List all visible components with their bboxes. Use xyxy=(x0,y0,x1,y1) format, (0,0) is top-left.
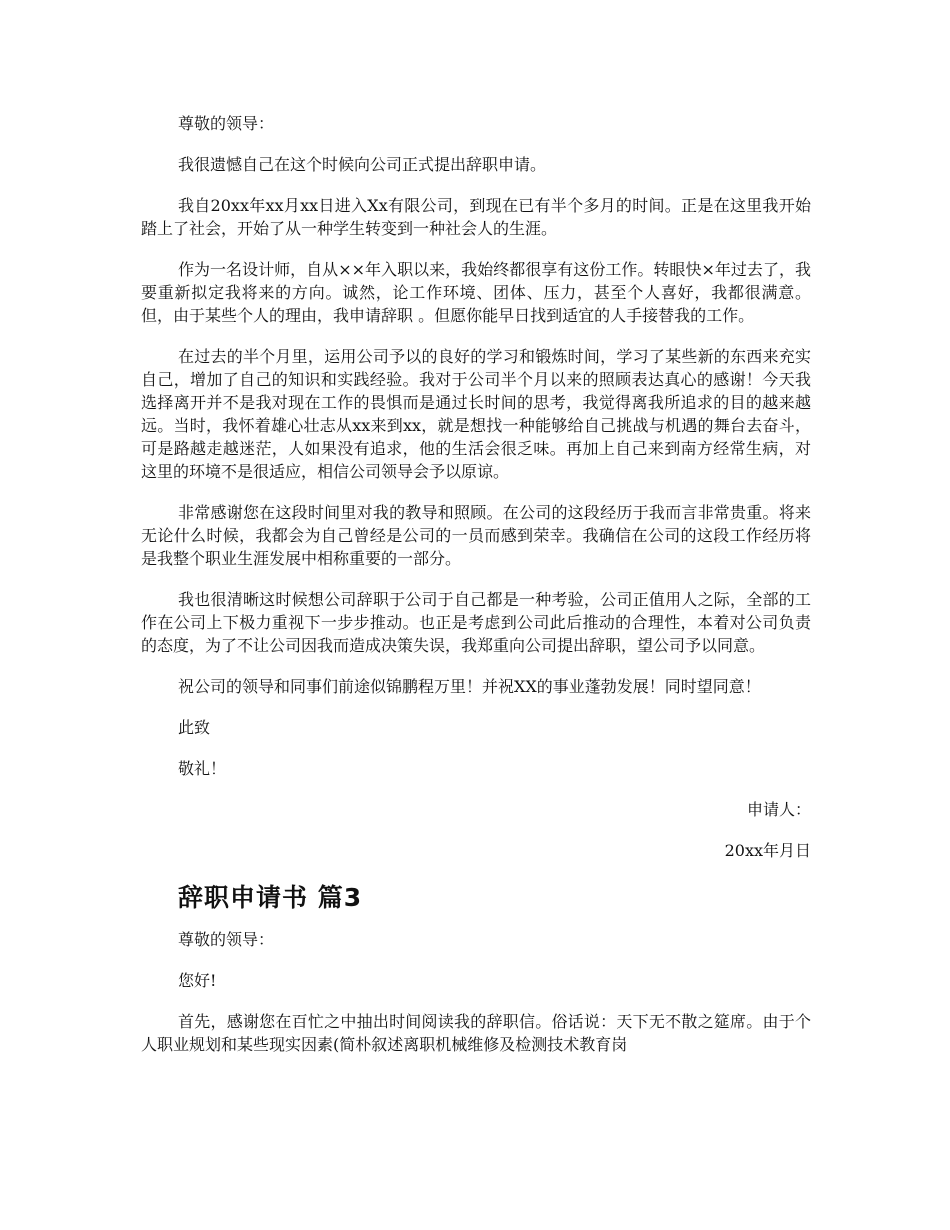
paragraph: 作为一名设计师，自从××年入职以来，我始终都很享有这份工作。转眼快×年过去了，我要重新拟定我将来的方向。诚然，论工作环境、团体、压力，甚至个人喜好，我都很满意。但，由于某些个人的理由，我申请辞职 。但愿你能早日找到适宜的人手接替我的工作。 xyxy=(141,260,811,325)
paragraph: 在过去的半个月里，运用公司予以的良好的学习和锻炼时间，学习了某些新的东西来充实自己，增加了自己的知识和实践经验。我对于公司半个月以来的照顾表达真心的感谢！今天我选择离开并不是我对现在工作的畏惧而是通过长时间的思考，我觉得离我所追求的目的越来越远。当时，我怀着雄心壮志从xx来到xx，就是想找一种能够给自己挑战与机遇的舞台去奋斗，可是路越走越迷茫，人如果没有追求，他的生活会很乏味。再加上自己来到南方经常生病，对这里的环境不是很适应，相信公司领导会予以原谅。 xyxy=(141,347,811,481)
salutation: 尊敬的领导： xyxy=(178,930,275,949)
closing-line: 此致 xyxy=(178,718,211,737)
paragraph: 我自20xx年xx月xx日进入Xx有限公司，到现在已有半个多月的时间。正是在这里我开始踏上了社会，开始了从一种学生转变到一种社会人的生涯。 xyxy=(141,196,811,238)
paragraph: 我也很清晰这时候想公司辞职于公司于自己都是一种考验，公司正值用人之际，全部的工作在公司上下极力重视下一步步推动。也正是考虑到公司此后推动的合理性，本着对公司负责的态度，为了不让公司因我而造成决策失误，我郑重向公司提出辞职，望公司予以同意。 xyxy=(141,590,811,655)
paragraph: 祝公司的领导和同事们前途似锦鹏程万里！并祝XX的事业蓬勃发展！同时望同意！ xyxy=(178,677,761,696)
paragraph: 非常感谢您在这段时间里对我的教导和照顾。在公司的这段经历于我而言非常贵重。将来无论什么时候，我都会为自己曾经是公司的一员而感到荣幸。我确信在公司的这段工作经历将是我整个职业生涯发展中相称重要的一部分。 xyxy=(141,503,811,568)
closing-regards: 敬礼！ xyxy=(178,759,227,778)
salutation: 尊敬的领导： xyxy=(178,114,275,133)
paragraph: 我很遗憾自己在这个时候向公司正式提出辞职申请。 xyxy=(178,155,547,174)
applicant-signature: 申请人： xyxy=(746,800,811,819)
greeting: 您好! xyxy=(178,971,217,990)
letter-date: 20xx年月日 xyxy=(724,841,811,860)
section-title: 辞职申请书 篇3 xyxy=(178,883,363,912)
paragraph: 首先，感谢您在百忙之中抽出时间阅读我的辞职信。俗话说：天下无不散之筵席。由于个人职业规划和某些现实因素(简朴叙述离职机械维修及检测技术教育岗 xyxy=(141,1012,811,1054)
document-body xyxy=(141,112,811,1074)
